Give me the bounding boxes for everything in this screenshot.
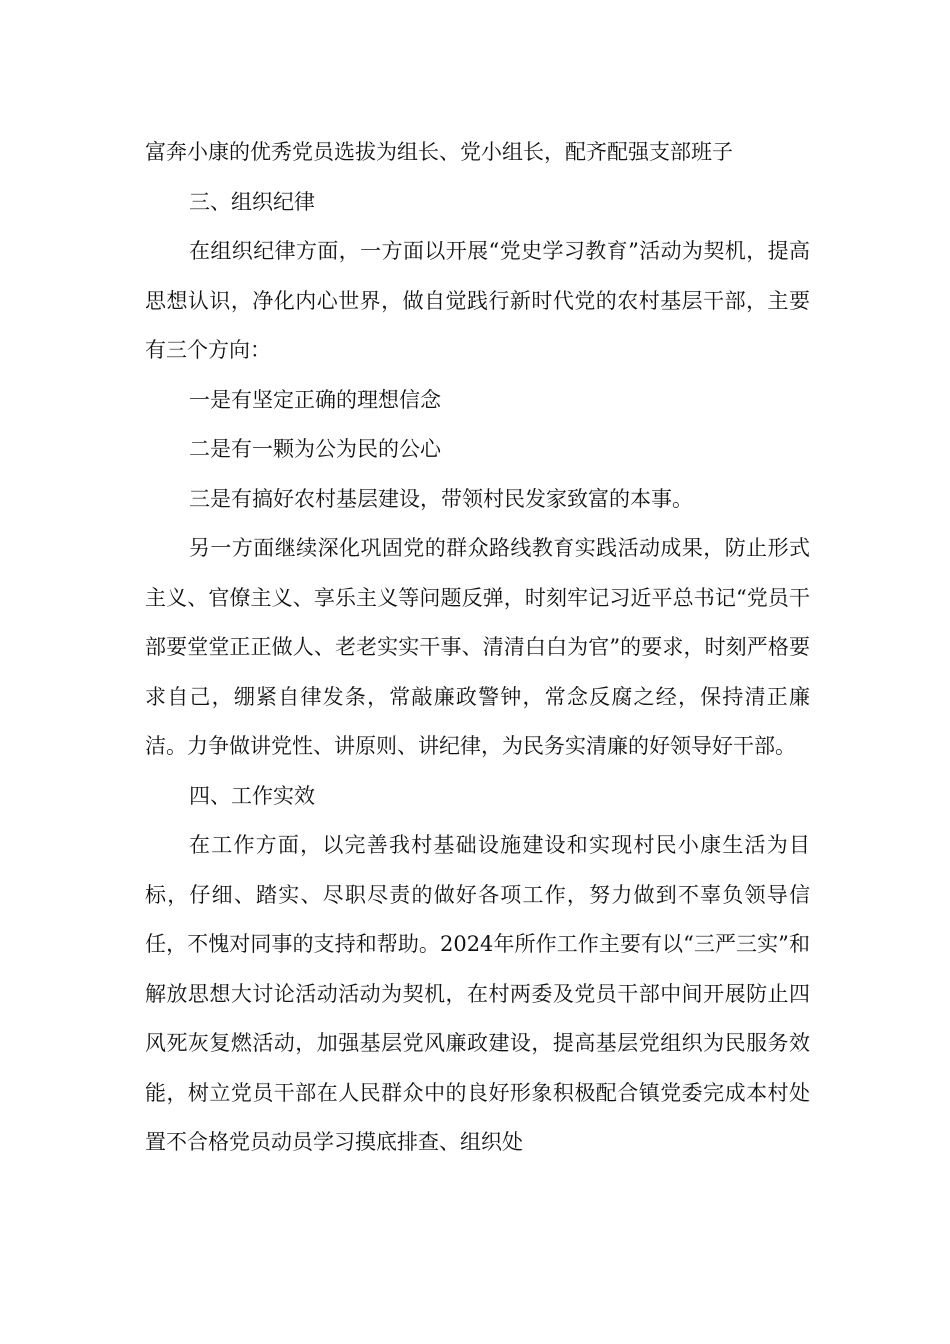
- paragraph-work-detail: 在工作方面，以完善我村基础设施建设和实现村民小康生活为目标，仔细、踏实、尽职尽责的做好各项工作，努力做到不辜负领导信任，不愧对同事的支持和帮助。2024年所作工作主要有以“三严三实”和解放思想大讨论活动活动为契机，在村两委及党员干部中间开展防止四风死灰复燃活动，加强基层党风廉政建设，提高基层党组织为民服务效能，树立党员干部在人民群众中的良好形象积极配合镇党委完成本村处置不合格党员动员学习摸底排查、组织处: [145, 833, 810, 1154]
- section-heading-discipline: 三、组织纪律: [189, 189, 315, 214]
- list-item-ability: 三是有搞好农村基层建设，带领村民发家致富的本事。: [189, 486, 693, 511]
- list-item-belief: 一是有坚定正确的理想信念: [189, 387, 441, 412]
- document-body: [145, 128, 810, 1168]
- paragraph-continuation: 富奔小康的优秀党员选拔为组长、党小组长，配齐配强支部班子: [145, 140, 733, 164]
- section-heading-work: 四、工作实效: [189, 783, 315, 808]
- list-item-public-heart: 二是有一颗为公为民的公心: [189, 437, 441, 461]
- paragraph-discipline-detail: 另一方面继续深化巩固党的群众路线教育实践活动成果，防止形式主义、官僚主义、享乐主义等问题反弹，时刻牢记习近平总书记“党员干部要堂堂正正做人、老老实实干事、清清白白为官”的要求，时刻严格要求自己，绷紧自律发条，常敲廉政警钟，常念反腐之经，保持清正廉洁。力争做讲党性、讲原则、讲纪律，为民务实清廉的好领导好干部。: [145, 536, 810, 758]
- paragraph-discipline-intro: 在组织纪律方面，一方面以开展“党史学习教育”活动为契机，提高思想认识，净化内心世界，做自觉践行新时代党的农村基层干部，主要有三个方向：: [145, 239, 810, 362]
